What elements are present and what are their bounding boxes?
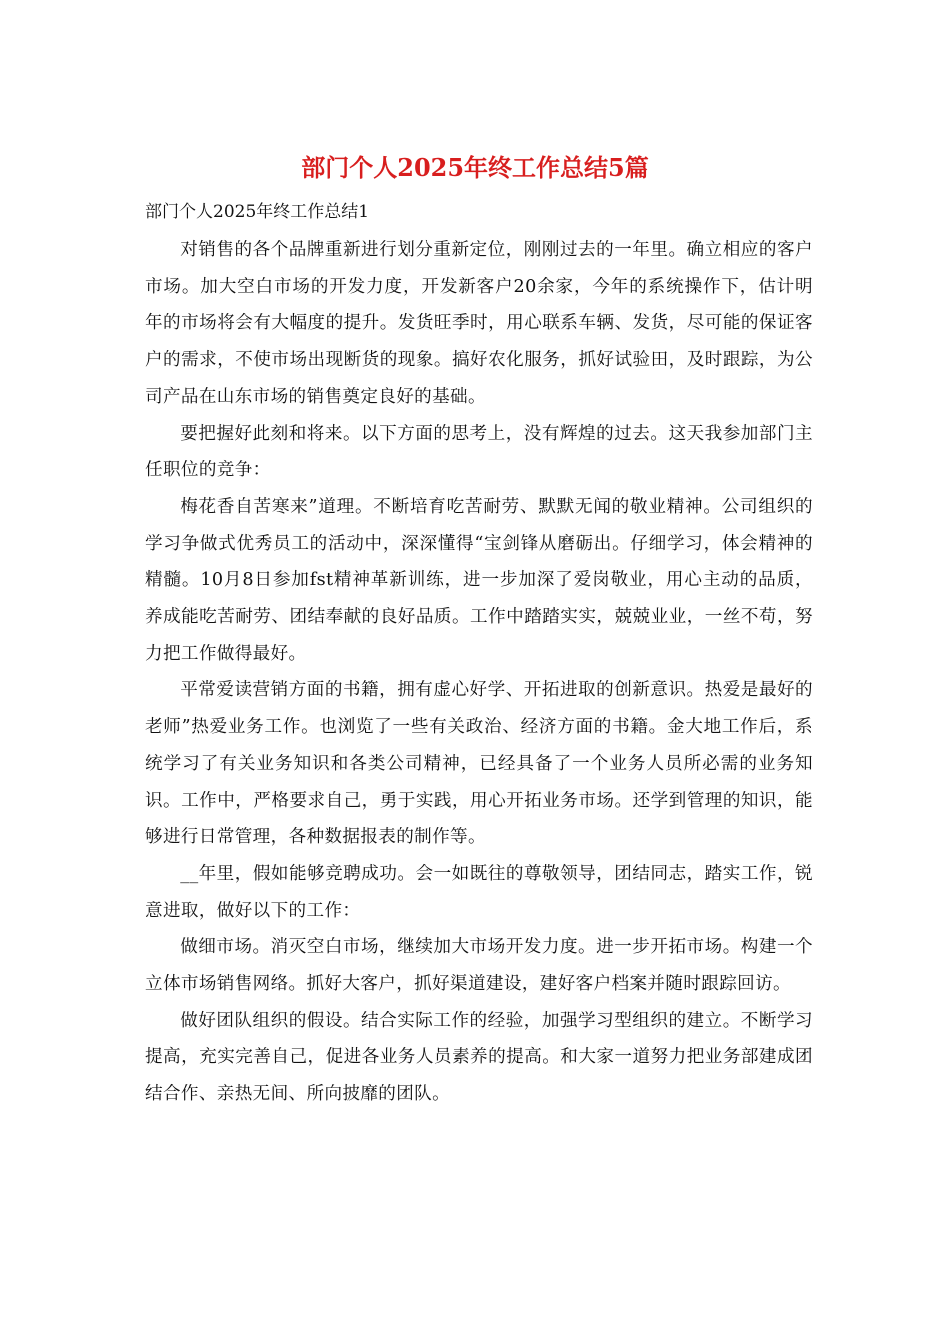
paragraph-4: 平常爱读营销方面的书籍，拥有虚心好学、开拓进取的创新意识。热爱是最好的老师”热爱业务工作。也浏览了一些有关政治、经济方面的书籍。金大地工作后，系统学习了有关业务知识和各类公司精神，已经具备了一个业务人员所必需的业务知识。工作中，严格要求自己，勇于实践，用心开拓业务市场。还学到管理的知识，能够进行日常管理，各种数据报表的制作等。	[145, 680, 813, 848]
paragraph-2: 要把握好此刻和将来。以下方面的思考上，没有辉煌的过去。这天我参加部门主任职位的竞争：	[145, 423, 813, 481]
paragraph-5: __年里，假如能够竞聘成功。会一如既往的尊敬领导，团结同志，踏实工作，锐意进取，做好以下的工作：	[145, 863, 813, 921]
paragraph-3: 梅花香自苦寒来”道理。不断培育吃苦耐劳、默默无闻的敬业精神。公司组织的学习争做式优秀员工的活动中，深深懂得“宝剑锋从磨砺出。仔细学习，体会精神的精髓。10月8日参加fst精神革新训练，进一步加深了爱岗敬业，用心主动的品质，养成能吃苦耐劳、团结奉献的良好品质。工作中踏踏实实，兢兢业业，一丝不苟，努力把工作做得最好。	[145, 496, 813, 664]
paragraph-1: 对销售的各个品牌重新进行划分重新定位，刚刚过去的一年里。确立相应的客户市场。加大空白市场的开发力度，开发新客户20余家，今年的系统操作下，估计明年的市场将会有大幅度的提升。发货旺季时，用心联系车辆、发货，尽可能的保证客户的需求，不使市场出现断货的现象。搞好农化服务，抓好试验田，及时跟踪，为公司产品在山东市场的销售奠定良好的基础。	[145, 240, 813, 407]
document-body	[145, 197, 813, 1113]
section-heading: 部门个人2025年终工作总结1	[145, 202, 370, 222]
paragraph-7: 做好团队组织的假设。结合实际工作的经验，加强学习型组织的建立。不断学习提高，充实完善自己，促进各业务人员素养的提高。和大家一道努力把业务部建成团结合作、亲热无间、所向披靡的团队。	[145, 1010, 813, 1105]
paragraph-6: 做细市场。消灭空白市场，继续加大市场开发力度。进一步开拓市场。构建一个立体市场销售网络。抓好大客户，抓好渠道建设，建好客户档案并随时跟踪回访。	[145, 937, 813, 995]
document-title: 部门个人2025年终工作总结5篇	[301, 153, 649, 182]
